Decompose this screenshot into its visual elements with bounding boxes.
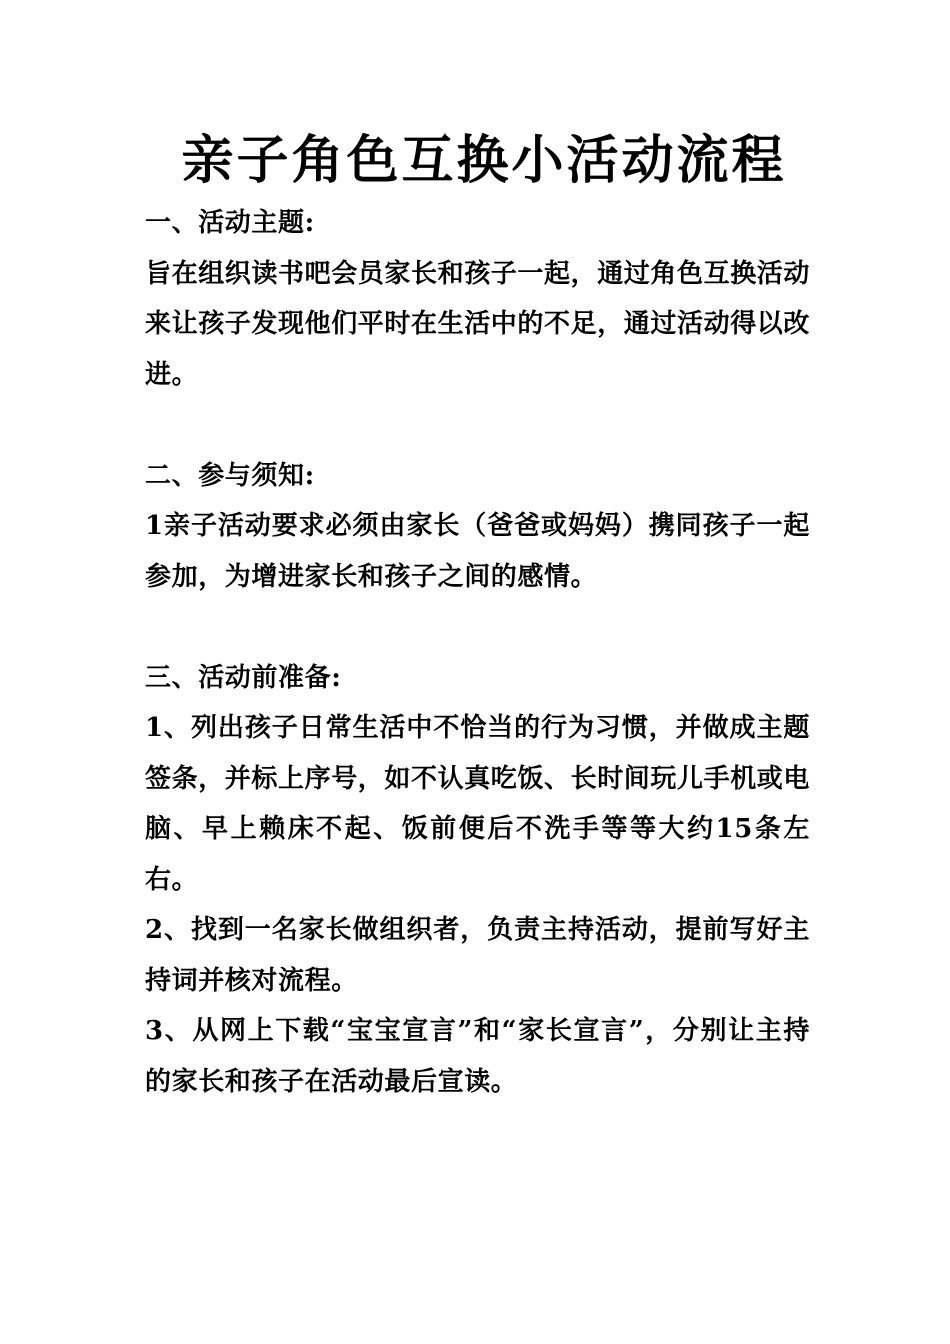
paragraph-preparation-1: 1、列出孩子日常生活中不恰当的行为习惯，并做成主题签条，并标上序号，如不认真吃饭、长时间玩儿手机或电脑、早上赖床不起、饭前便后不洗手等等大约15条左右。 [145, 713, 811, 895]
document-title: 亲子角色互换小活动流程 [181, 130, 787, 191]
paragraph-preparation-2: 2、找到一名家长做组织者，负责主持活动，提前写好主持词并核对流程。 [145, 915, 810, 996]
section-heading-preparation: 三、活动前准备: [145, 662, 342, 693]
section-heading-notice: 二、参与须知: [145, 460, 315, 491]
document-body [145, 198, 810, 1107]
blank-line [145, 400, 810, 451]
paragraph-notice: 1亲子活动要求必须由家长（爸爸或妈妈）携同孩子一起参加，为增进家长和孩子之间的感情。 [145, 511, 810, 592]
paragraph-theme: 旨在组织读书吧会员家长和孩子一起，通过角色互换活动来让孩子发现他们平时在生活中的不足，通过活动得以改进。 [145, 258, 811, 390]
section-heading-theme: 一、活动主题: [145, 208, 315, 238]
paragraph-preparation-3: 3、从网上下载“宝宝宣言”和“家长宣言”，分别让主持的家长和孩子在活动最后宣读。 [145, 1016, 810, 1097]
blank-line [145, 602, 810, 653]
